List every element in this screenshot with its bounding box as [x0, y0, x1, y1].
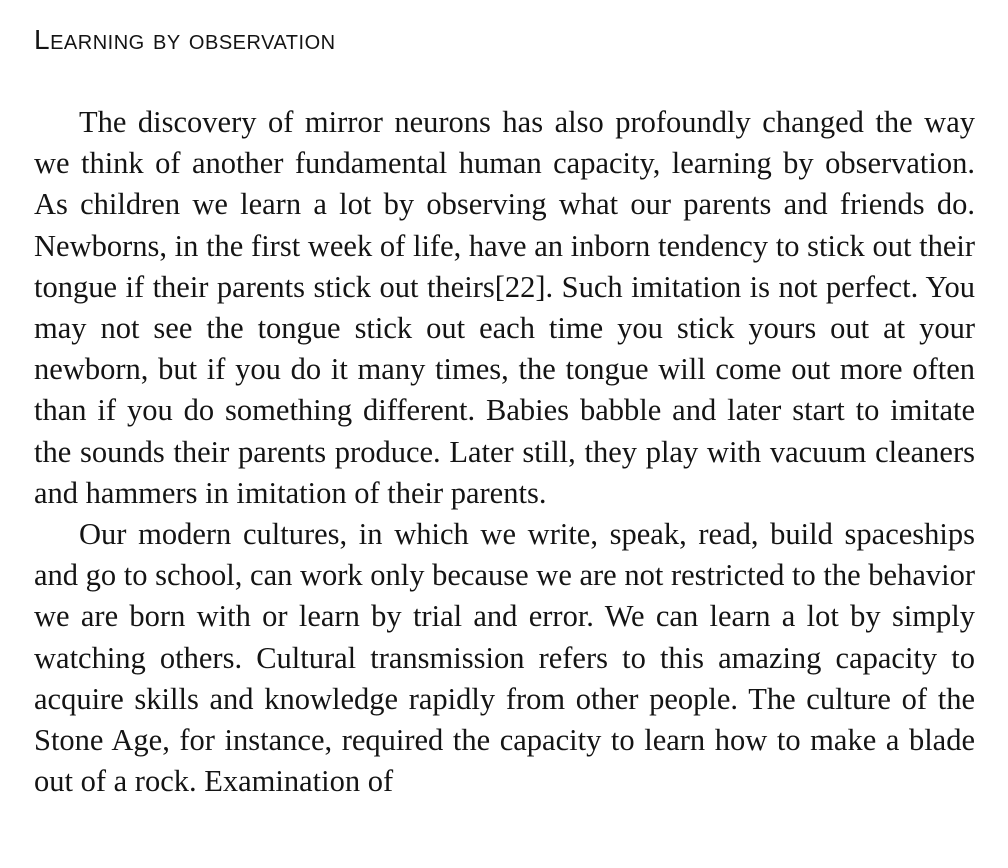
- section-heading: Learning by observation: [34, 24, 336, 55]
- body-paragraph-2: Our modern cultures, in which we write, speak, read, build spaceships and go to school, can work only because we are not restricted to the behavior we are born with or learn by trial and error. We can learn a lot by simply watching others. Cultural transmission refers to this amazing capacity to acquire skills and knowledge rapidly from other people. The culture of the Stone Age, for instance, required the capacity to learn how to make a blade out of a rock. Examination of: [34, 517, 975, 799]
- body-paragraph-1: The discovery of mirror neurons has also profoundly changed the way we think of another fundamental human capacity, learning by observation. As children we learn a lot by observing what our parents and friends do. Newborns, in the first week of life, have an inborn tendency to stick out their tongue if their parents stick out theirs[22]. Such imitation is not perfect. You may not see the tongue stick out each time you stick yours out at your newborn, but if you do it many times, the tongue will come out more often than if you do something different. Babies babble and later start to imitate the sounds their parents produce. Later still, they play with vacuum cleaners and hammers in imitation of their parents.: [34, 105, 975, 510]
- document-page: [34, 0, 975, 868]
